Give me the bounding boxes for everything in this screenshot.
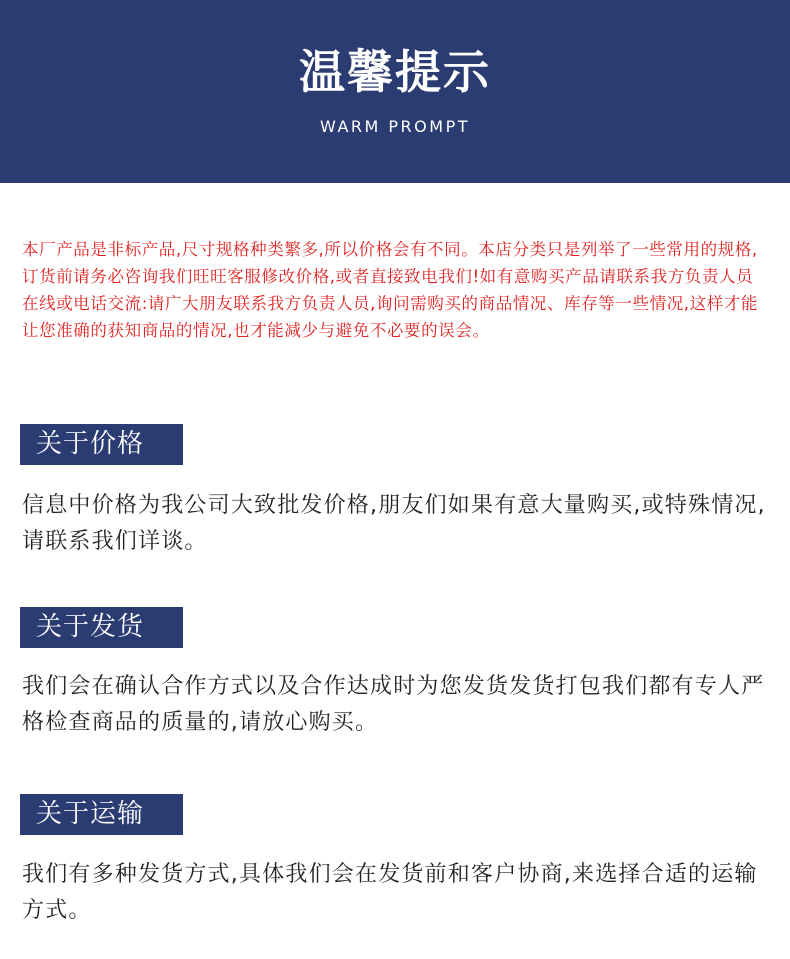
section-heading-transport: 关于运输 <box>20 794 183 835</box>
section-body-shipping: 我们会在确认合作方式以及合作达成时为您发货发货打包我们都有专人严格检查商品的质量的,请放心购买。 <box>22 674 765 735</box>
section-heading-price: 关于价格 <box>20 424 183 465</box>
page-subtitle: WARM PROMPT <box>320 117 470 136</box>
section-heading-shipping: 关于发货 <box>20 607 183 648</box>
section-body-transport: 我们有多种发货方式,具体我们会在发货前和客户协商,来选择合适的运输方式。 <box>22 862 758 923</box>
page-title: 温馨提示 <box>299 45 491 99</box>
notice-paragraph-1: 本厂产品是非标产品,尺寸规格种类繁多,所以价格会有不同。本店分类只是列举了一些常用的规格,订货前请务必咨询我们旺旺客服修改价格,或者直接致电我们!如有意购买产品请联系我方负责人员 <box>22 240 758 286</box>
notice-block <box>22 236 774 344</box>
notice-paragraph-2: 在线或电话交流:请广大朋友联系我方负责人员,询问需购买的商品情况、库存等一些情况,这样才能让您准确的获知商品的情况,也才能减少与避免不必要的误会。 <box>22 294 759 340</box>
section-body-price: 信息中价格为我公司大致批发价格,朋友们如果有意大量购买,或特殊情况,请联系我们详谈。 <box>22 493 766 554</box>
header-banner <box>0 0 790 183</box>
